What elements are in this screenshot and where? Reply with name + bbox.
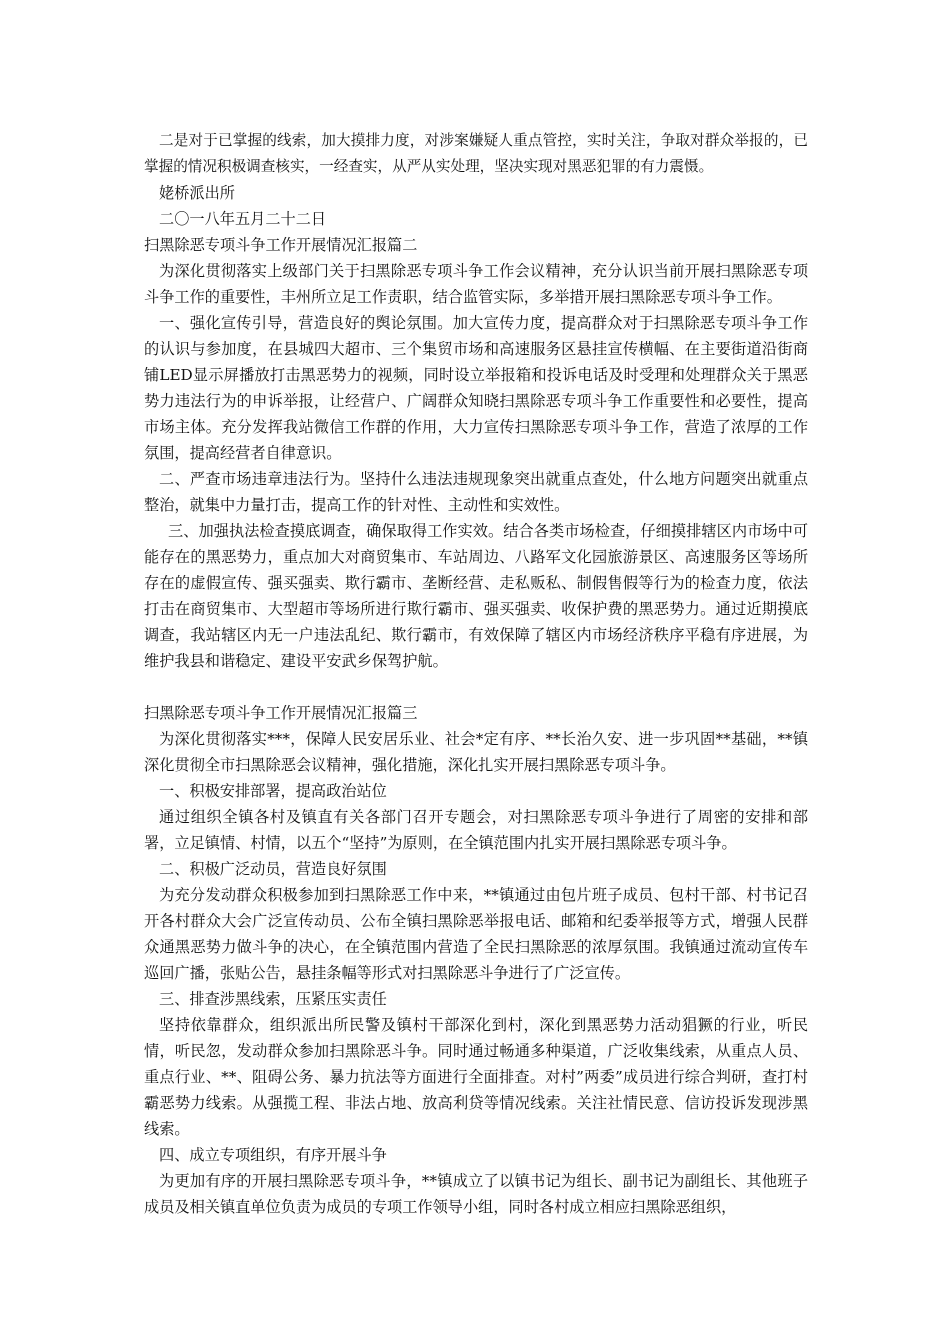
report-title-part-3: 扫黑除恶专项斗争工作开展情况汇报篇三 (144, 704, 418, 722)
signature-police-station: 姥桥派出所 (159, 184, 235, 202)
paragraph-part2-enforcement: 三、加强执法检查摸底调查，确保取得工作实效。结合各类市场检查，仔细摸排辖区内市场中可能存在的黑恶势力，重点加大对商贸集市、车站周边、八路军文化园旅游景区、高速服务区等场所存在的虚假宣传、强买强卖、欺行霸市、垄断经营、走私贩私、制假售假等行为的检查力度，依法打击在商贸集市、大型超市等场所进行欺行霸市、强买强卖、收保护费的黑恶势力。通过近期摸底调查，我站辖区内无一户违法乱纪、欺行霸市，有效保障了辖区内市场经济秩序平稳有序进展，为维护我县和谐稳定、建设平安武乡保驾护航。 (144, 522, 808, 670)
blank-line (144, 674, 808, 700)
paragraph-part3-organization: 为更加有序的开展扫黑除恶专项斗争，**镇成立了以镇书记为组长、副书记为副组长、其他班子成员及相关镇直单位负责为成员的专项工作领导小组，同时各村成立相应扫黑除恶组织， (144, 1172, 808, 1216)
report-date: 二〇一八年五月二十二日 (159, 210, 327, 228)
paragraph-part3-deployment: 通过组织全镇各村及镇直有关各部门召开专题会，对扫黑除恶专项斗争进行了周密的安排和部署，立足镇情、村情，以五个“坚持”为原则，在全镇范围内扎实开展扫黑除恶专项斗争。 (144, 808, 808, 852)
paragraph-part3-mobilization: 为充分发动群众积极参加到扫黑除恶工作中来，**镇通过由包片班子成员、包村干部、村书记召开各村群众大会广泛宣传动员、公布全镇扫黑除恶举报电话、邮箱和纪委举报等方式，增强人民群众通黑恶势力做斗争的决心，在全镇范围内营造了全民扫黑除恶的浓厚氛围。我镇通过流动宣传车巡回广播，张贴公告，悬挂条幅等形式对扫黑除恶斗争进行了广泛宣传。 (144, 886, 808, 982)
document-body (144, 128, 808, 1220)
paragraph-clue-handling: 二是对于已掌握的线索，加大摸排力度，对涉案嫌疑人重点管控，实时关注，争取对群众举报的，已掌握的情况积极调查核实，一经查实，从严从实处理，坚决实现对黑恶犯罪的有力震慑。 (144, 132, 808, 175)
heading-part3-deployment: 一、积极安排部署，提高政治站位 (159, 782, 387, 800)
paragraph-part2-inspection: 二、严查市场违章违法行为。坚持什么违法违规现象突出就重点查处，什么地方问题突出就重点整治，就集中力量打击，提高工作的针对性、主动性和实效性。 (144, 470, 808, 514)
heading-part3-organization: 四、成立专项组织，有序开展斗争 (159, 1146, 387, 1164)
paragraph-part3-intro: 为深化贯彻落实***，保障人民安居乐业、社会*定有序、**长治久安、进一步巩固**基础，**镇深化贯彻全市扫黑除恶会议精神，强化措施，深化扎实开展扫黑除恶专项斗争。 (144, 730, 808, 774)
paragraph-part2-publicity: 一、强化宣传引导，营造良好的舆论氛围。加大宣传力度，提高群众对于扫黑除恶专项斗争工作的认识与参加度，在县城四大超市、三个集贸市场和高速服务区悬挂宣传横幅、在主要街道沿街商铺LED显示屏播放打击黑恶势力的视频，同时设立举报箱和投诉电话及时受理和处理群众关于黑恶势力违法行为的申诉举报，让经营户、广阔群众知晓扫黑除恶专项斗争工作重要性和必要性，提高市场主体。充分发挥我站微信工作群的作用，大力宣传扫黑除恶专项斗争工作，营造了浓厚的工作氛围，提高经营者自律意识。 (144, 314, 808, 462)
paragraph-part2-intro: 为深化贯彻落实上级部门关于扫黑除恶专项斗争工作会议精神，充分认识当前开展扫黑除恶专项斗争工作的重要性，丰州所立足工作责职，结合监管实际，多举措开展扫黑除恶专项斗争工作。 (144, 262, 808, 306)
paragraph-part3-investigation: 坚持依靠群众，组织派出所民警及镇村干部深化到村，深化到黑恶势力活动猖獗的行业，听民情，听民忽，发动群众参加扫黑除恶斗争。同时通过畅通多种渠道，广泛收集线索，从重点人员、重点行业、**、阻碍公务、暴力抗法等方面进行全面排查。对村”两委”成员进行综合判研，查打村霸恶势力线索。从强揽工程、非法占地、放高利贷等情况线索。关注社情民意、信访投诉发现涉黑线索。 (144, 1016, 808, 1138)
heading-part3-investigation: 三、排查涉黑线索，压紧压实责任 (159, 990, 387, 1008)
heading-part3-mobilization: 二、积极广泛动员，营造良好氛围 (159, 860, 387, 878)
report-title-part-2: 扫黑除恶专项斗争工作开展情况汇报篇二 (144, 236, 418, 254)
